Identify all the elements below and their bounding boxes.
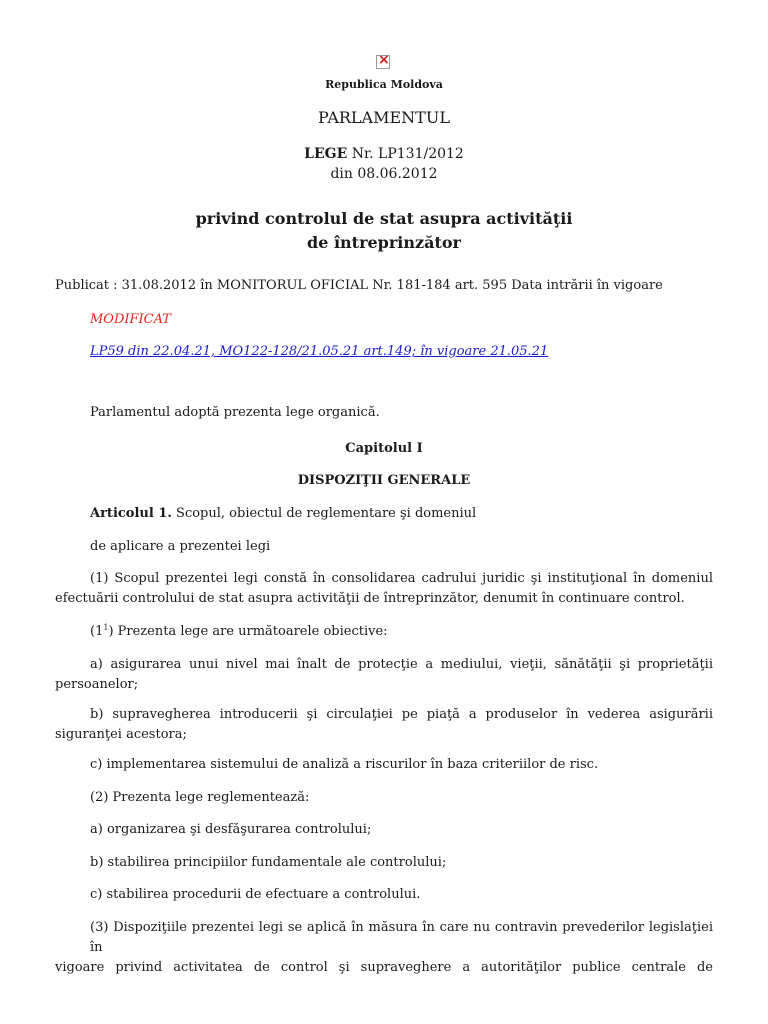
paragraph-3-line1: (3) Dispoziţiile prezentei legi se aplică în măsura în care nu contravin prevederilor legislaţiei în (90, 920, 713, 955)
paragraph-2-b: b) stabilirea principiilor fundamentale ale controlului; (90, 855, 447, 870)
law-number: Nr. LP131/2012 (351, 146, 464, 162)
broken-image-icon (376, 55, 390, 69)
amendment-link[interactable]: LP59 din 22.04.21, MO122-128/21.05.21 art.149; în vigoare 21.05.21 (90, 344, 549, 359)
paragraph-1-line2: efectuării controlului de stat asupra activităţii de întreprinzător, denumit în continuare control. (55, 591, 685, 606)
modified-label: MODIFICAT (90, 312, 171, 327)
law-title-line1: privind controlul de stat asupra activităţii (195, 209, 573, 228)
paragraph-1-1-prefix: (1 (90, 624, 104, 639)
paragraph-2: (2) Prezenta lege reglementează: (90, 790, 310, 805)
paragraph-3 (55, 918, 713, 978)
article-heading (90, 504, 713, 524)
paragraph-3-line2: vigoare privind activitatea de control şi supraveghere a autorităţilor publice centrale de (55, 960, 713, 975)
emblem-image (376, 55, 390, 69)
objective-a (55, 655, 713, 695)
objective-c: c) implementarea sistemului de analiză a riscurilor în baza criteriilor de risc. (90, 757, 599, 772)
intro-paragraph: Parlamentul adoptă prezenta lege organică. (90, 405, 380, 420)
objective-b-line2: siguranţei acestora; (55, 727, 187, 742)
institution-name: PARLAMENTUL (318, 108, 450, 127)
paragraph-1-1-text: ) Prezenta lege are următoarele obiective: (108, 624, 388, 639)
article-title-continuation: de aplicare a prezentei legi (90, 539, 271, 554)
law-number-line (0, 146, 768, 162)
objective-b (55, 705, 713, 745)
objective-a-line1: a) asigurarea unui nivel mai înalt de protecţie a mediului, vieţii, sănătăţii şi proprietăţii (90, 657, 713, 672)
chapter-title: DISPOZIŢII GENERALE (297, 473, 471, 488)
law-label: LEGE (304, 146, 348, 162)
law-date: din 08.06.2012 (330, 166, 438, 182)
paragraph-1-line1: (1) Scopul prezentei legi constă în consolidarea cadrului juridic şi instituţional în domeniul (90, 571, 713, 586)
publication-info: Publicat : 31.08.2012 în MONITORUL OFICIAL Nr. 181-184 art. 595 Data intrării în vigoare (55, 278, 663, 293)
paragraph-1 (55, 569, 713, 609)
objective-a-line2: persoanelor; (55, 677, 139, 692)
paragraph-2-c: c) stabilirea procedurii de efectuare a controlului. (90, 887, 421, 902)
paragraph-1-1 (90, 622, 713, 642)
chapter-heading: Capitolul I (345, 441, 423, 456)
paragraph-1-1-superscript: 1 (103, 623, 109, 632)
country-name: Republica Moldova (325, 78, 443, 91)
article-label: Articolul 1. (90, 506, 172, 521)
objective-b-line1: b) supravegherea introducerii şi circulaţiei pe piaţă a produselor în vederea asigurării (90, 707, 713, 722)
article-title: Scopul, obiectul de reglementare şi domeniul (176, 506, 477, 521)
law-title-line2: de întreprinzător (307, 233, 461, 252)
paragraph-2-a: a) organizarea şi desfăşurarea controlului; (90, 822, 372, 837)
